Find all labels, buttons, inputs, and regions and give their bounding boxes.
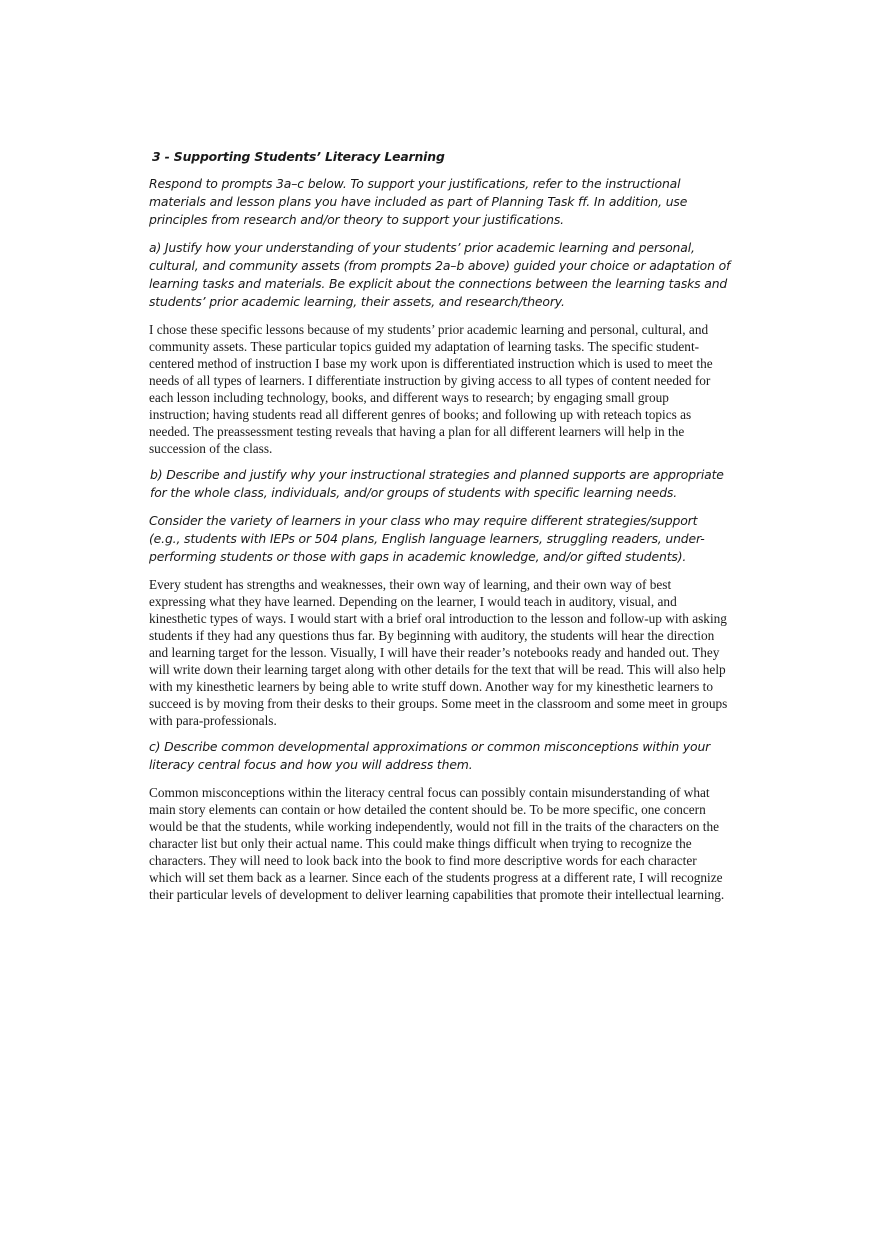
prompt-c-question: c) Describe common developmental approximations or common misconceptions within your literacy central focus and how you will address them. bbox=[149, 739, 711, 772]
prompt-a-question: a) Justify how your understanding of your students’ prior academic learning and personal, cultural, and community assets (from prompts 2a–b above) guided your choice or adaptation of learning tasks and materials. Be explicit about the connections between the learning tasks and students’ prior academic learning, their assets, and research/theory. bbox=[149, 240, 731, 309]
document-body bbox=[149, 148, 731, 912]
prompt-b-response: Every student has strengths and weaknesses, their own way of learning, and their own way of best expressing what they have learned. Depending on the learner, I would teach in auditory, visual, and kinesthetic types of ways. I would start with a brief oral introduction to the lesson and follow-up with asking students if they had any questions thus far. By beginning with auditory, the students will hear the direction and learning target for the lesson. Visually, I will have their reader’s notebooks ready and handed out. They will write down their learning target along with other details for the text that will be read. This will also help with my kinesthetic learners by being able to write stuff down. Another way for my kinesthetic learners to succeed is by moving from their desks to their groups. Some meet in the classroom and some meet in groups with para-professionals. bbox=[149, 577, 728, 728]
section-heading: 3 - Supporting Students’ Literacy Learning bbox=[152, 149, 445, 164]
prompt-c-response: Common misconceptions within the literacy central focus can possibly contain misunderstanding of what main story elements can contain or how detailed the content should be. To be more specific, one concern would be that the students, while working independently, would not fill in the traits of the characters on the character list but only their actual name. This could make things difficult when trying to recognize the characters. They will need to look back into the book to find more descriptive words for each character which will set them back as a learner. Since each of the students progress at a different rate, I will recognize their particular levels of development to deliver learning capabilities that promote their intellectual learning. bbox=[149, 785, 725, 902]
prompt-b-consider: Consider the variety of learners in your class who may require different strategies/support (e.g., students with IEPs or 504 plans, English language learners, struggling readers, under-performing students or those with gaps in academic knowledge, and/or gifted students). bbox=[149, 513, 705, 564]
prompt-a-response: I chose these specific lessons because of my students’ prior academic learning and personal, cultural, and community assets. These particular topics guided my adaptation of learning tasks. The specific student-centered method of instruction I base my work upon is differentiated instruction which is used to meet the needs of all types of learners. I differentiate instruction by giving access to all types of content needed for each lesson including technology, books, and different ways to research; by engaging small group instruction; having students read all different genres of books; and following up with reteach topics as needed. The preassessment testing reveals that having a plan for all different learners will help in the succession of the class. bbox=[149, 322, 713, 456]
section-instructions: Respond to prompts 3a–c below. To support your justifications, refer to the instructional materials and lesson plans you have included as part of Planning Task ff. In addition, use principles from research and/or theory to support your justifications. bbox=[149, 176, 688, 227]
prompt-b-question: b) Describe and justify why your instructional strategies and planned supports are appropriate for the whole class, individuals, and/or groups of students with specific learning needs. bbox=[150, 467, 724, 500]
